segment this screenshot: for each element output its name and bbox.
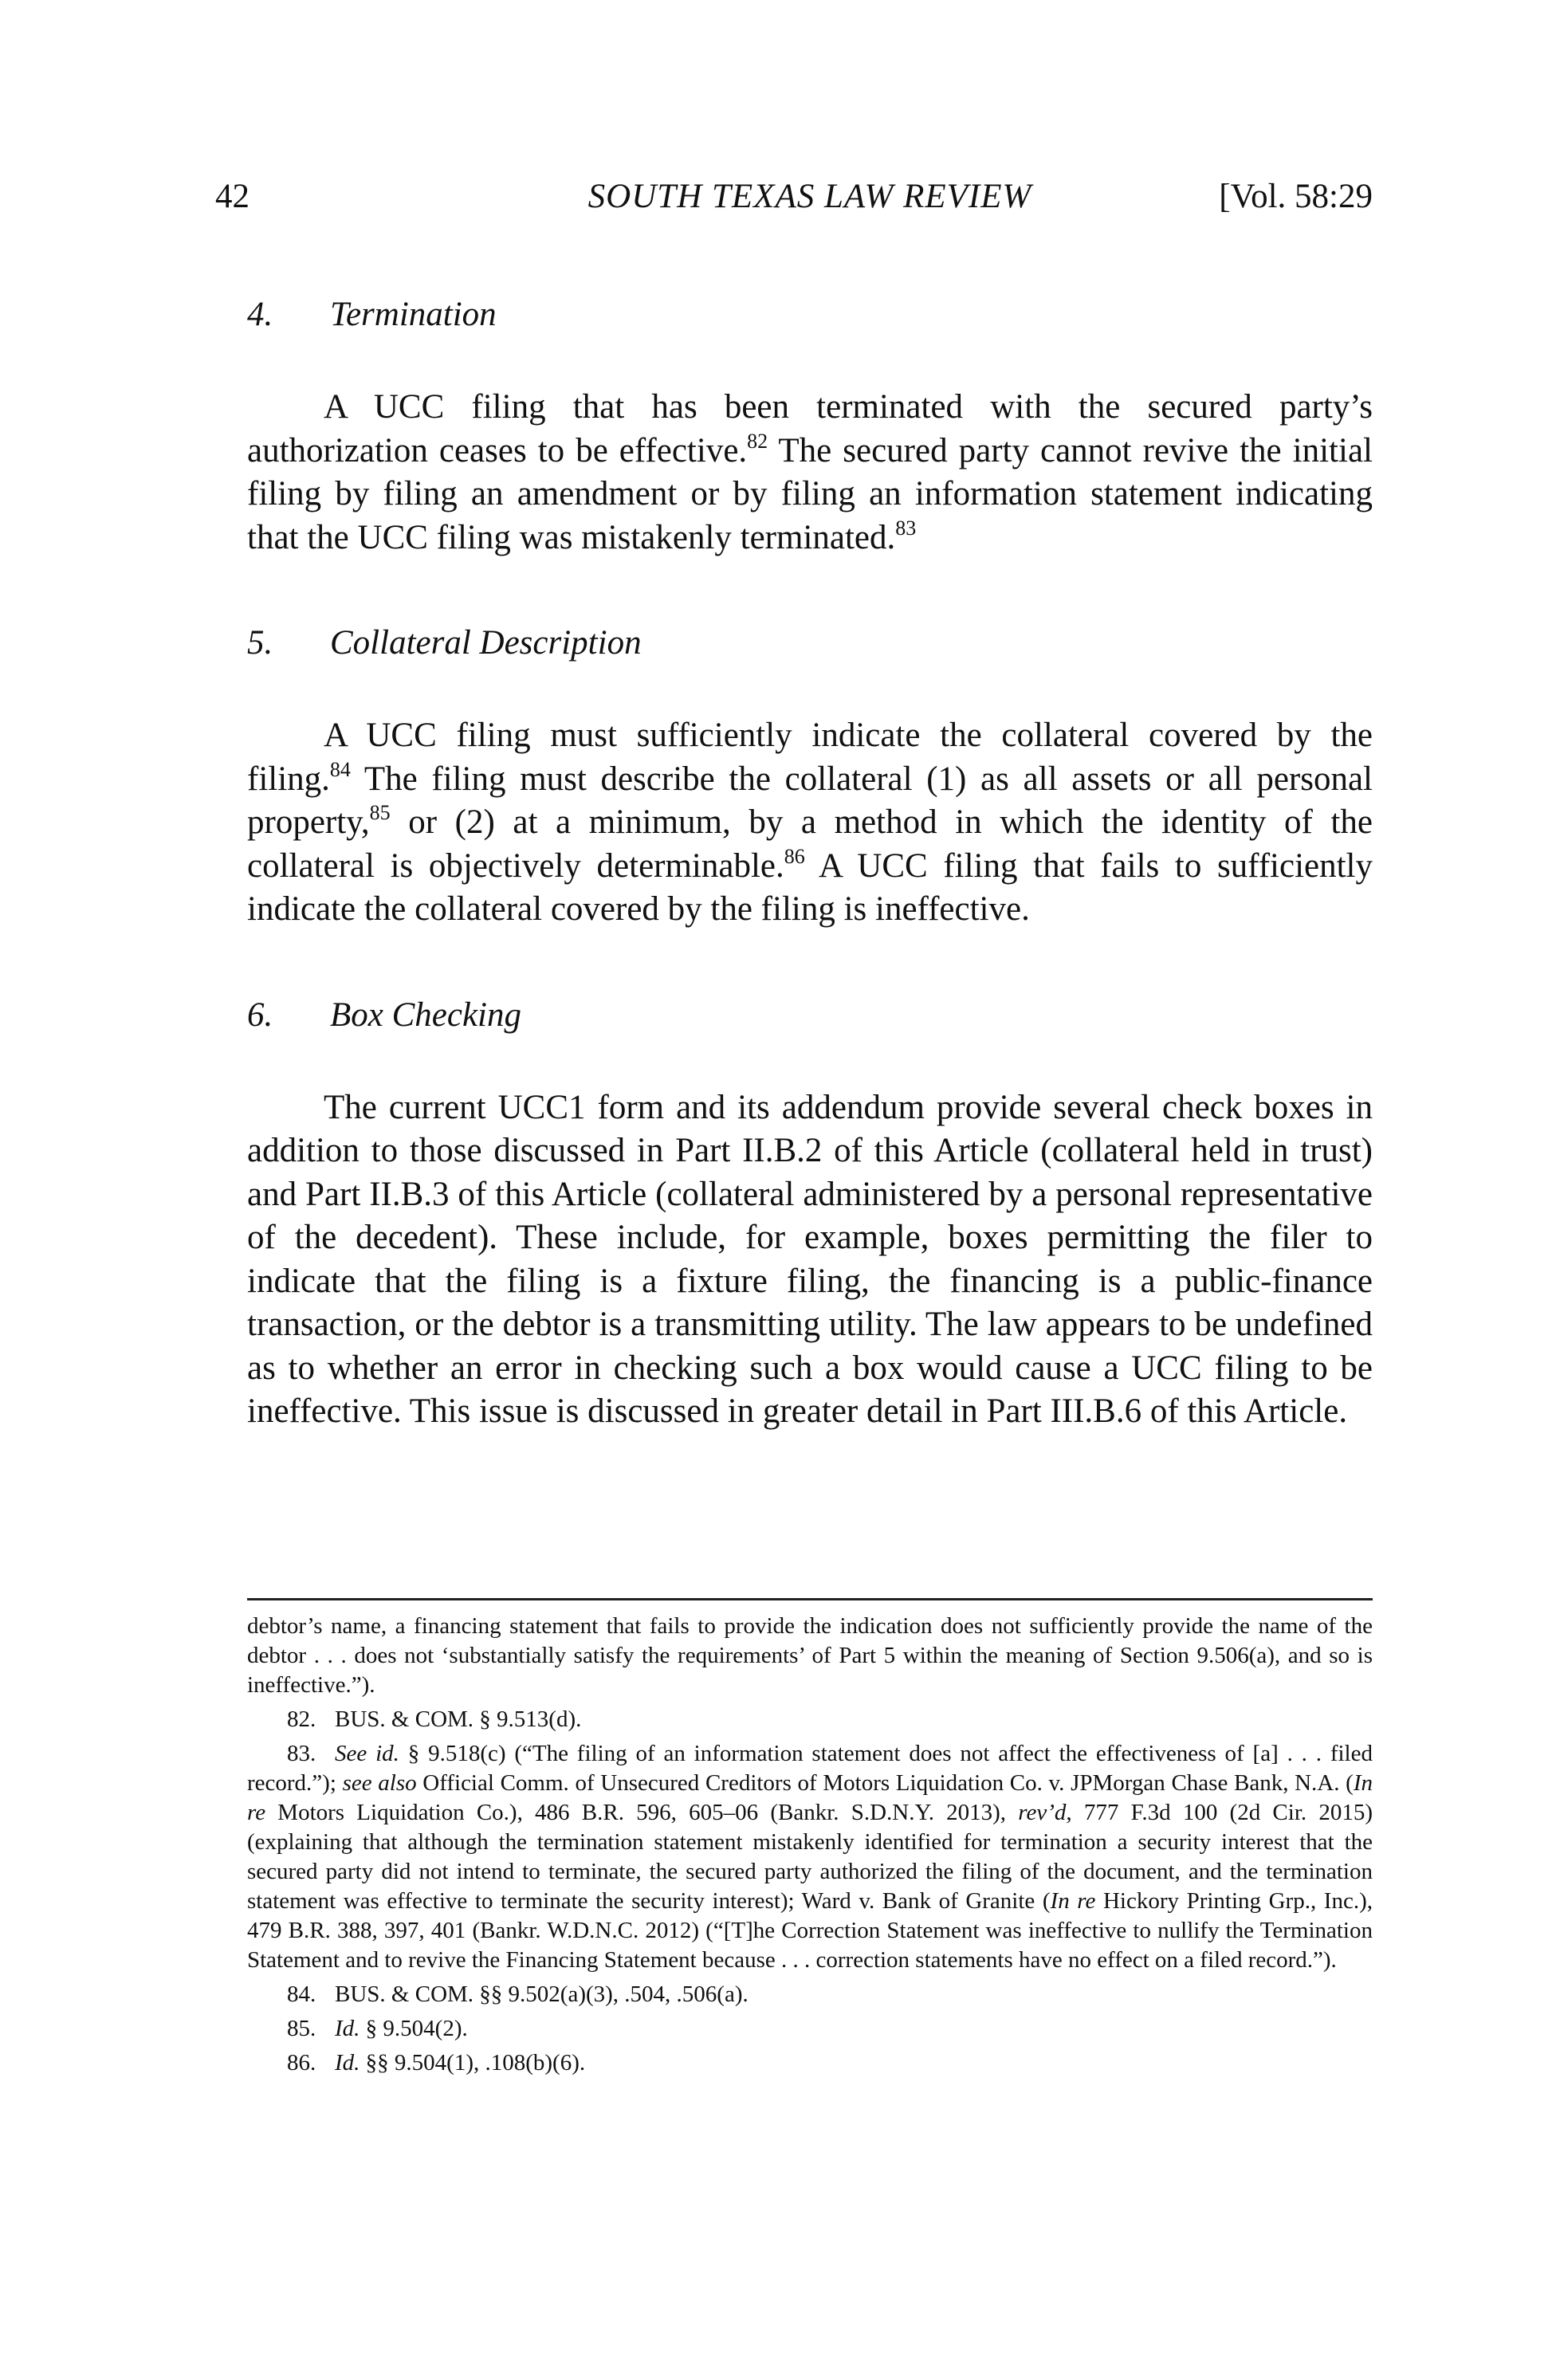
section-heading xyxy=(247,295,1373,343)
footnote-number: 83. xyxy=(287,1741,316,1766)
section-box-checking xyxy=(247,996,1373,1434)
section-number: 5. xyxy=(247,624,273,662)
section-collateral-description xyxy=(247,623,1373,932)
section-paragraph: A UCC filing must sufficiently indicate the collateral covered by the filing.$^{84}$ The filing must describe the collateral (1) as all assets or all personal property,$^{85}$ or (2) at a minimum, by a method in which the identity of the collateral is objectively determinable.$^{86}$ A UCC filing that fails to sufficiently indicate the collateral covered by the filing is ineffective. xyxy=(247,717,1373,928)
section-title: Box Checking xyxy=(330,996,521,1034)
section-heading xyxy=(247,623,1373,671)
footnote-divider xyxy=(247,1598,1373,1600)
journal-title: SOUTH TEXAS LAW REVIEW xyxy=(587,178,1032,215)
section-heading xyxy=(247,996,1373,1043)
footnote-reference: 82 xyxy=(747,429,768,453)
running-head xyxy=(215,177,1373,225)
footnotes xyxy=(247,1612,1373,2083)
footnote-number: 84. xyxy=(287,1981,316,2007)
section-number: 6. xyxy=(247,996,273,1034)
footnote-number: 85. xyxy=(287,2016,316,2041)
page-number: 42 xyxy=(215,178,250,215)
footnote-number: 82. xyxy=(287,1706,316,1732)
footnote-reference: 83 xyxy=(895,516,917,540)
section-paragraph: A UCC filing that has been terminated with the secured party’s authorization ceases to be effective.$^{82}$ The secured party cannot revive the initial filing by filing an amendment or by filing an information statement indicating that the UCC filing was mistakenly terminated.$^{83}$ xyxy=(247,388,1373,556)
footnote-item: 84. BUS. & COM. §§ 9.502(a)(3), .504, .506(a). xyxy=(247,1980,1373,2009)
footnote-number: 86. xyxy=(287,2050,316,2076)
volume-label: [Vol. 58:29 xyxy=(1219,178,1373,215)
section-title: Termination xyxy=(330,296,497,333)
footnote-continuation: debtor’s name, a financing statement that fails to provide the indication does not sufficiently provide the name of the debtor . . . does not ‘substantially satisfy the requirements’ of Part 5 within the meaning of Section 9.506(a), and so is ineffective.”). xyxy=(247,1613,1373,1698)
section-number: 4. xyxy=(247,296,273,333)
footnote-list xyxy=(247,1705,1373,2078)
footnote-reference: 85 xyxy=(369,801,391,824)
footnote-item: 82. BUS. & COM. § 9.513(d). xyxy=(247,1705,1373,1734)
footnote-item: 83. See id. § 9.518(c) (“The filing of an information statement does not affect the effectiveness of [a] . . . filed record.”); see also Official Comm. of Unsecured Creditors of Motors Liquidation Co. v. JPMorgan Chase Bank, N.A. (In re Motors Liquidation Co.), 486 B.R. 596, 605–06 (Bankr. S.D.N.Y. 2013), rev’d, 777 F.3d 100 (2d Cir. 2015) (explaining that although the termination statement mistakenly identified for termination a security interest that the secured party did not intend to terminate, the secured party authorized the filing of the document, and the termination statement was effective to terminate the security interest); Ward v. Bank of Granite (In re Hickory Printing Grp., Inc.), 479 B.R. 388, 397, 401 (Bankr. W.D.N.C. 2012) (“[T]he Correction Statement was ineffective to nullify the Termination Statement and to revive the Financing Statement because . . . correction statements have no effect on a filed record.”). xyxy=(247,1741,1373,1973)
footnote-item: 86. Id. §§ 9.504(1), .108(b)(6). xyxy=(247,2048,1373,2078)
footnote-reference: 86 xyxy=(784,844,805,868)
footnote-item: 85. Id. § 9.504(2). xyxy=(247,2014,1373,2044)
section-termination xyxy=(247,295,1373,560)
footnote-reference: 84 xyxy=(329,757,351,781)
section-paragraph: The current UCC1 form and its addendum provide several check boxes in addition to those discussed in Part II.B.2 of this Article (collateral held in trust) and Part II.B.3 of this Article (collateral administered by a personal representative of the decedent). These include, for example, boxes permitting the filer to indicate that the filing is a fixture filing, the financing is a public-finance transaction, or the debtor is a transmitting utility. The law appears to be undefined as to whether an error in checking such a box would cause a UCC filing to be ineffective. This issue is discussed in greater detail in Part III.B.6 of this Article. xyxy=(247,1088,1373,1430)
main-text xyxy=(247,295,1373,1498)
section-title: Collateral Description xyxy=(330,624,642,662)
